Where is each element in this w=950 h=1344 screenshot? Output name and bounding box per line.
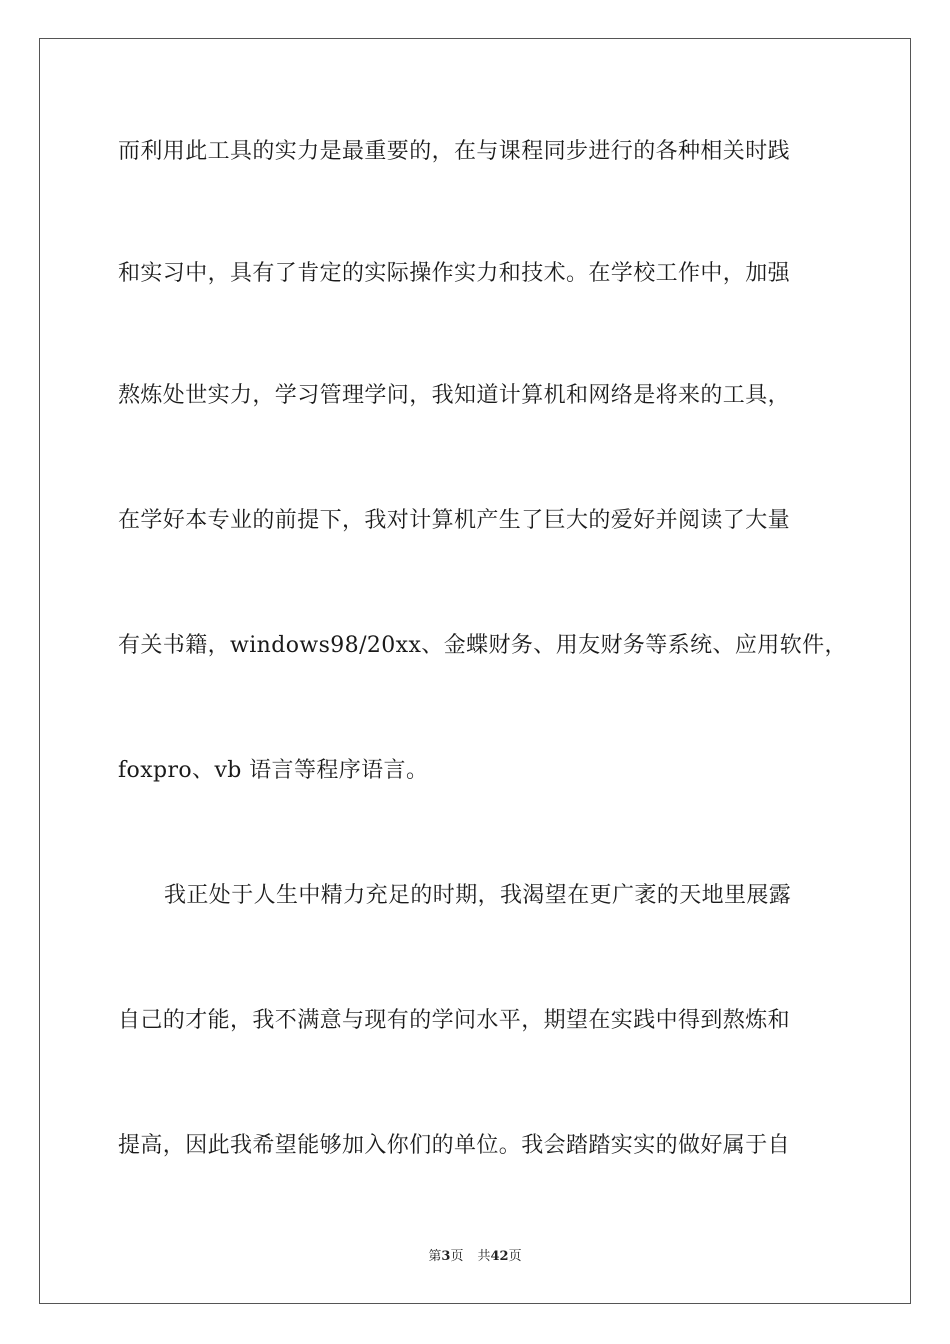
body-line-5: 有关书籍，windows98/20xx、金蝶财务、用友财务等系统、应用软件， xyxy=(118,633,847,658)
body-line-8: 自己的才能，我不满意与现有的学问水平，期望在实践中得到熬炼和 xyxy=(118,1008,791,1033)
body-line-4: 在学好本专业的前提下，我对计算机产生了巨大的爱好并阅读了大量 xyxy=(118,508,791,533)
footer-total-prefix: 共 xyxy=(477,1249,491,1264)
body-line-2: 和实习中，具有了肯定的实际操作实力和技术。在学校工作中，加强 xyxy=(118,261,791,286)
body-line-6: foxpro、vb 语言等程序语言。 xyxy=(118,758,429,783)
page-footer xyxy=(0,1248,950,1266)
body-line-1: 而利用此工具的实力是最重要的，在与课程同步进行的各种相关时践 xyxy=(118,139,791,164)
page-frame xyxy=(39,38,911,1304)
footer-page-suffix: 页 xyxy=(450,1249,464,1264)
footer-total-pages: 42 xyxy=(490,1249,509,1264)
body-line-3: 熬炼处世实力，学习管理学问，我知道计算机和网络是将来的工具， xyxy=(118,383,791,408)
footer-total-suffix: 页 xyxy=(508,1249,522,1264)
body-line-9: 提高，因此我希望能够加入你们的单位。我会踏踏实实的做好属于自 xyxy=(118,1133,791,1158)
footer-page-prefix: 第 xyxy=(428,1249,442,1264)
footer-page-number: 3 xyxy=(441,1249,451,1264)
body-line-7-paragraph-start: 我正处于人生中精力充足的时期，我渴望在更广袤的天地里展露 xyxy=(164,883,792,908)
